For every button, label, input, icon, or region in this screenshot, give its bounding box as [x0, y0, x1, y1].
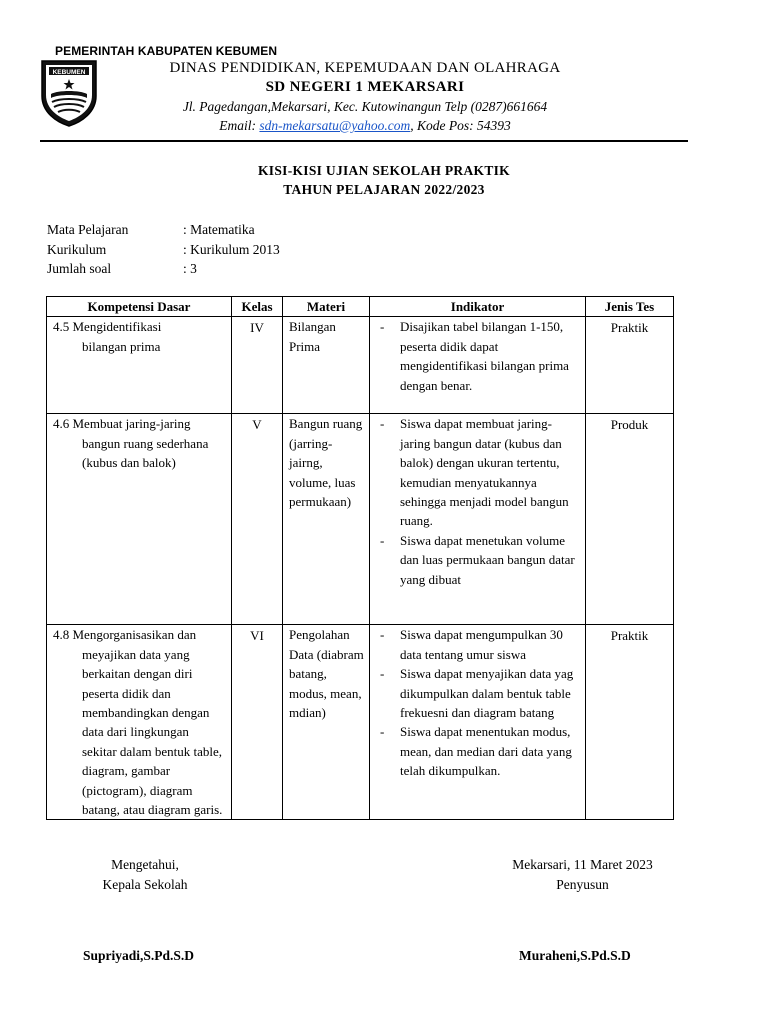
author-name: Muraheni,S.Pd.S.D — [519, 948, 631, 963]
info-value: : 3 — [183, 261, 197, 276]
letterhead-divider — [40, 140, 688, 142]
info-value: : Kurikulum 2013 — [183, 241, 280, 257]
cell-kompetensi-dasar — [47, 414, 232, 625]
indicator-item: - Siswa dapat mengumpulkan 30 data tentang umur siswa — [376, 625, 579, 664]
cell-materi: Bilangan Prima — [283, 317, 370, 414]
kisi-kisi-table — [46, 296, 674, 820]
logo-text: KEBUMEN — [52, 68, 86, 76]
table-row — [47, 414, 674, 625]
info-label: Mata Pelajaran — [47, 222, 129, 237]
email-link[interactable]: sdn-mekarsatu@yahoo.com — [259, 118, 411, 133]
document-title: KISI-KISI UJIAN SEKOLAH PRAKTIK — [258, 163, 510, 178]
table-row — [47, 625, 674, 820]
cell-kompetensi-dasar — [47, 317, 232, 414]
kd-first-line: 4.8 Mengorganisasikan dan — [53, 627, 197, 643]
header-jenis-tes: Jenis Tes — [586, 297, 674, 317]
government-name: PEMERINTAH KABUPATEN KEBUMEN — [55, 44, 278, 58]
cell-jenis-tes: Praktik — [586, 625, 674, 820]
table-row — [47, 317, 674, 414]
cell-jenis-tes: Produk — [586, 414, 674, 625]
info-label: Kurikulum — [47, 241, 107, 257]
info-value: : Matematika — [183, 222, 255, 237]
cell-kelas: IV — [232, 317, 283, 414]
indicator-item: - Siswa dapat membuat jaring-jaring bangun datar (kubus dan balok) dengan ukuran tertentu, kemudian menyatukannya sehingga menjadi model bangun ruang. — [376, 414, 579, 530]
info-row-subject — [47, 220, 280, 240]
acknowledgement-label: Mengetahui, — [111, 857, 179, 872]
cell-indikator — [370, 625, 586, 820]
cell-kompetensi-dasar — [47, 625, 232, 820]
principal-title: Kepala Sekolah — [102, 877, 188, 892]
indicator-item: - Siswa dapat menetukan volume dan luas permukaan bangun datar yang dibuat — [376, 531, 579, 589]
document-subtitle: TAHUN PELAJARAN 2022/2023 — [283, 182, 485, 197]
indicator-item: - Siswa dapat menentukan modus, mean, dan median dari data yang telah dikumpulkan. — [376, 722, 579, 780]
table-header-row — [47, 297, 674, 317]
principal-name: Supriyadi,S.Pd.S.D — [83, 948, 195, 963]
cell-kelas: V — [232, 414, 283, 625]
contact-line — [130, 118, 600, 134]
kd-first-line: 4.5 Mengidentifikasi — [53, 319, 162, 335]
school-name: SD NEGERI 1 MEKARSARI — [265, 79, 465, 95]
author-title: Penyusun — [556, 877, 609, 892]
kd-rest: bilangan prima — [82, 338, 161, 354]
cell-materi: Bangun ruang (jarring-jairng, volume, luas permukaan) — [283, 414, 370, 625]
office-name: DINAS PENDIDIKAN, KEPEMUDAAN DAN OLAHRAGA — [169, 60, 561, 76]
info-label: Jumlah soal — [47, 261, 112, 276]
kd-first-line: 4.6 Membuat jaring-jaring — [53, 416, 191, 432]
header-indikator: Indikator — [370, 297, 586, 317]
postal-code: , Kode Pos: 54393 — [410, 118, 511, 133]
info-row-question-count — [47, 259, 280, 279]
header-materi: Materi — [283, 297, 370, 317]
header-kelas: Kelas — [232, 297, 283, 317]
indicator-item: - Disajikan tabel bilangan 1-150, peserta didik dapat mengidentifikasi bilangan prima dengan benar. — [376, 317, 579, 395]
cell-kelas: VI — [232, 625, 283, 820]
kd-rest: bangun ruang sederhana (kubus dan balok) — [82, 435, 209, 471]
school-address: Jl. Pagedangan,Mekarsari, Kec. Kutowinangun Telp (0287)661664 — [182, 99, 548, 114]
info-row-curriculum — [47, 240, 280, 260]
indicator-item: - Siswa dapat menyajikan data yag dikumpulkan dalam bentuk table frekuesni dan diagram batang — [376, 664, 579, 722]
kd-rest: meyajikan data yang berkaitan dengan diri peserta didik dan membandingkan dengan data dari lingkungan sekitar dalam bentuk table, diagram, gambar (pictogram), diagram batang, atau diagram garis. — [82, 646, 223, 818]
cell-jenis-tes: Praktik — [586, 317, 674, 414]
email-label: Email: — [219, 118, 260, 133]
cell-indikator — [370, 317, 586, 414]
exam-info — [47, 220, 280, 279]
cell-materi: Pengolahan Data (diabram batang, modus, mean, mdian) — [283, 625, 370, 820]
place-date: Mekarsari, 11 Maret 2023 — [512, 857, 653, 872]
regency-logo — [38, 58, 100, 128]
header-kompetensi-dasar: Kompetensi Dasar — [47, 297, 232, 317]
cell-indikator — [370, 414, 586, 625]
